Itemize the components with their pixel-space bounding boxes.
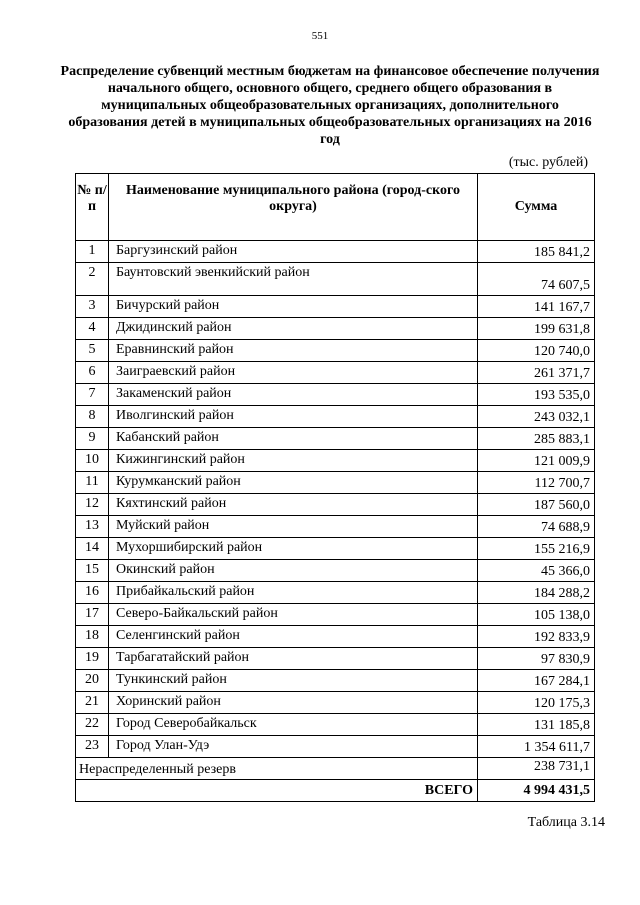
- row-number: 15: [76, 560, 109, 582]
- row-sum: 243 032,1: [478, 406, 595, 428]
- row-sum: 1 354 611,7: [478, 736, 595, 758]
- row-sum: 167 284,1: [478, 670, 595, 692]
- row-sum: 199 631,8: [478, 318, 595, 340]
- subvention-table: [75, 173, 595, 802]
- table-row: [76, 340, 595, 362]
- row-number: 11: [76, 472, 109, 494]
- row-name: Закаменский район: [109, 384, 478, 406]
- reserve-row: [76, 758, 595, 780]
- table-row: [76, 472, 595, 494]
- row-name: Еравнинский район: [109, 340, 478, 362]
- row-name: Селенгинский район: [109, 626, 478, 648]
- total-label: ВСЕГО: [76, 780, 478, 802]
- row-number: 5: [76, 340, 109, 362]
- row-sum: 112 700,7: [478, 472, 595, 494]
- row-sum: 192 833,9: [478, 626, 595, 648]
- row-number: 6: [76, 362, 109, 384]
- row-name: Хоринский район: [109, 692, 478, 714]
- table-row: [76, 406, 595, 428]
- row-name: Джидинский район: [109, 318, 478, 340]
- page-number: 551: [311, 30, 329, 42]
- table-caption: Таблица 3.14: [527, 815, 605, 830]
- row-sum: 184 288,2: [478, 582, 595, 604]
- table-row: [76, 714, 595, 736]
- row-number: 16: [76, 582, 109, 604]
- row-name: Город Улан-Удэ: [109, 736, 478, 758]
- row-name: Баунтовский эвенкийский район: [109, 263, 478, 296]
- table-header-row: [76, 174, 595, 241]
- table-row: [76, 648, 595, 670]
- row-number: 23: [76, 736, 109, 758]
- table-row: [76, 692, 595, 714]
- units-label: (тыс. рублей): [508, 155, 588, 170]
- total-sum: 4 994 431,5: [478, 780, 595, 802]
- row-number: 22: [76, 714, 109, 736]
- header-name: Наименование муниципального района (город-ского округа): [109, 174, 478, 241]
- table-row: [76, 560, 595, 582]
- total-row: [76, 780, 595, 802]
- row-number: 21: [76, 692, 109, 714]
- row-sum: 187 560,0: [478, 494, 595, 516]
- row-number: 7: [76, 384, 109, 406]
- table-row: [76, 604, 595, 626]
- row-sum: 285 883,1: [478, 428, 595, 450]
- row-name: Город Северобайкальск: [109, 714, 478, 736]
- row-name: Мухоршибирский район: [109, 538, 478, 560]
- row-name: Кяхтинский район: [109, 494, 478, 516]
- row-name: Курумканский район: [109, 472, 478, 494]
- table-row: [76, 538, 595, 560]
- row-number: 20: [76, 670, 109, 692]
- row-number: 17: [76, 604, 109, 626]
- table-row: [76, 516, 595, 538]
- row-name: Кабанский район: [109, 428, 478, 450]
- header-number: № п/п: [76, 174, 109, 241]
- table-row: [76, 296, 595, 318]
- reserve-sum: 238 731,1: [478, 758, 595, 780]
- table-row: [76, 384, 595, 406]
- row-sum: 120 175,3: [478, 692, 595, 714]
- row-name: Тарбагатайский район: [109, 648, 478, 670]
- row-sum: 45 366,0: [478, 560, 595, 582]
- row-name: Тункинский район: [109, 670, 478, 692]
- table-row: [76, 670, 595, 692]
- row-number: 13: [76, 516, 109, 538]
- row-name: Прибайкальский район: [109, 582, 478, 604]
- row-number: 14: [76, 538, 109, 560]
- table-row: [76, 241, 595, 263]
- row-number: 10: [76, 450, 109, 472]
- row-name: Окинский район: [109, 560, 478, 582]
- row-sum: 261 371,7: [478, 362, 595, 384]
- table-row: [76, 263, 595, 296]
- row-number: 18: [76, 626, 109, 648]
- table-row: [76, 318, 595, 340]
- row-name: Северо-Байкальский район: [109, 604, 478, 626]
- row-sum: 193 535,0: [478, 384, 595, 406]
- row-name: Иволгинский район: [109, 406, 478, 428]
- row-sum: 141 167,7: [478, 296, 595, 318]
- row-sum: 185 841,2: [478, 241, 595, 263]
- row-sum: 74 607,5: [478, 263, 595, 296]
- table-row: [76, 582, 595, 604]
- table-row: [76, 450, 595, 472]
- row-number: 1: [76, 241, 109, 263]
- row-number: 12: [76, 494, 109, 516]
- document-title: Распределение субвенций местным бюджетам на финансовое обеспечение получения начального общего, основного общего, среднего общего образования в муниципальных общеобразовательных организациях, дополнительного образования детей в муниципальных общеобразовательных организациях на 2016 год: [60, 64, 600, 147]
- row-number: 2: [76, 263, 109, 296]
- row-sum: 105 138,0: [478, 604, 595, 626]
- reserve-label: Нераспределенный резерв: [76, 758, 478, 780]
- row-sum: 121 009,9: [478, 450, 595, 472]
- row-number: 9: [76, 428, 109, 450]
- row-sum: 155 216,9: [478, 538, 595, 560]
- row-name: Муйский район: [109, 516, 478, 538]
- table-row: [76, 362, 595, 384]
- row-sum: 120 740,0: [478, 340, 595, 362]
- row-number: 4: [76, 318, 109, 340]
- table-row: [76, 736, 595, 758]
- row-name: Бичурский район: [109, 296, 478, 318]
- table-row: [76, 494, 595, 516]
- table-row: [76, 626, 595, 648]
- row-name: Заиграевский район: [109, 362, 478, 384]
- row-sum: 74 688,9: [478, 516, 595, 538]
- row-number: 3: [76, 296, 109, 318]
- row-number: 8: [76, 406, 109, 428]
- row-number: 19: [76, 648, 109, 670]
- header-sum: Сумма: [478, 174, 595, 241]
- row-sum: 131 185,8: [478, 714, 595, 736]
- row-sum: 97 830,9: [478, 648, 595, 670]
- table-row: [76, 428, 595, 450]
- row-name: Кижингинский район: [109, 450, 478, 472]
- row-name: Баргузинский район: [109, 241, 478, 263]
